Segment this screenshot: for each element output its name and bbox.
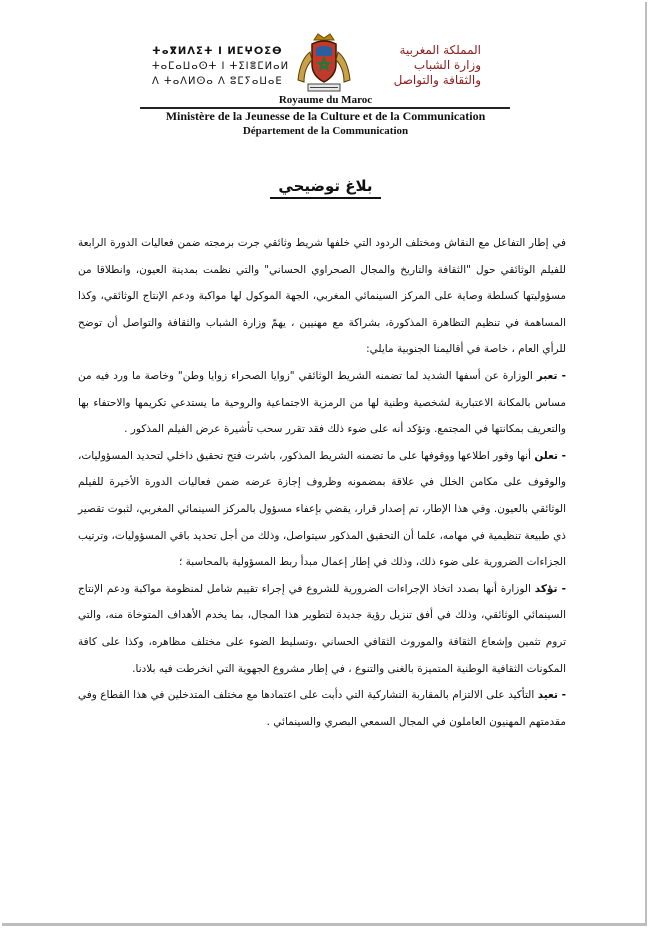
arabic-header-line-1: المملكة المغربية (399, 43, 481, 57)
royaume-label: Royaume du Maroc (278, 94, 373, 106)
arabic-header-line-2: وزارة الشباب (413, 58, 481, 72)
item-paragraph-1 (78, 363, 566, 443)
letterhead (0, 0, 651, 140)
royal-coat-of-arms-icon (292, 30, 356, 94)
ministry-name: Ministère de la Jeunesse de la Culture et de la Communication (165, 109, 486, 123)
item-lead-3: - تؤكد (534, 582, 566, 595)
document-title (0, 177, 651, 195)
item-text-4: التأكيد على الالتزام بالمقاربة التشاركية التي دأبت على اعتمادها مع مختلف المتدخلين في هذا القطاع وفي مقدمتهم المهنيون العاملون في المجال السمعي البصري والسينمائي . (78, 689, 566, 728)
tifinagh-line-1: ⵜⴰⴳⵍⴷⵉⵜ ⵏ ⵍⵎⵖⵔⵉⴱ (152, 46, 283, 57)
tifinagh-line-2: ⵜⴰⵎⴰⵡⴰⵙⵜ ⵏ ⵜⵉⵏⴻⵎⵍⴰⵍ (152, 61, 290, 72)
item-text-1: الوزارة عن أسفها الشديد لما تضمنه الشريط الوثائقي "زوايا الصحراء زوايا وطن" وخاصة ما ورد فيه من مساس بالمكانة الاعتبارية لشخصية وطنية لها من الرمزية الاجتماعية والروحية ما يستدعي تكريمها والاحتفاء بها والتعريف بمكانتها في المجتمع. وتؤكد أنه على ضوء ذلك فقد تقرر سحب تأشيرة عرض الفيلم المذكور . (78, 369, 566, 436)
item-lead-4: - تعيد (537, 689, 567, 702)
arabic-header-line-3: والثقافة والتواصل (393, 73, 481, 87)
item-text-2: أنها وفور اطلاعها ووقوفها على ما تضمنه الشريط المذكور، باشرت فتح تحقيق داخلي لتحديد المسؤوليات، والوقوف على مكامن الخلل في علاقة بمضمونه وظروف إجازة عرضه ضمن فعاليات الدورة الأخيرة للفيلم الوثائقي بالعيون. وفي هذا الإطار، تم إصدار قرار، يقضي بإعفاء مسؤول بالمركز السينمائي المغربي، لثبوت تقصير ذي طبيعة تنظيمية في مهامه، علما أن التحقيق المذكور سيتواصل، وذلك من أجل تحديد باقي المسؤوليات، وترتيب الجزاءات الضرورية على ضوء ذلك، وذلك في إطار إعمال مبدأ ربط المسؤولية بالمحاسبة ؛ (78, 449, 566, 569)
item-lead-1: - تعبر (536, 369, 566, 382)
item-paragraph-4 (78, 682, 566, 735)
document-title-text: بلاغ توضيحي (270, 177, 380, 199)
document-body (78, 230, 566, 735)
department-name: Département de la Communication (242, 125, 409, 137)
intro-paragraph: في إطار التفاعل مع النقاش ومختلف الردود التي خلفها شريط وثائقي جرت برمجته ضمن فعاليات الدورة الرابعة للفيلم الوثائقي حول "الثقافة والتاريخ والمجال الصحراوي الحساني" والتي نظمت بمدينة العيون، وانطلاقا من مسؤوليتها كسلطة وصاية على المركز السينمائي المغربي، الجهة الموكول لها مواكبة ودعم الإنتاج الوثائقي، وكذا المساهمة في تنظيم التظاهرة المذكورة، بشراكة مع مهنيين ، يهمّ وزارة الشباب والثقافة والتواصل أن توضح للرأي العام ، خاصة في أقاليمنا الجنوبية مايلي: (78, 237, 566, 356)
item-paragraph-2 (78, 443, 566, 576)
item-lead-2: - تعلن (534, 449, 566, 462)
item-text-3: الوزارة أنها بصدد اتخاذ الإجراءات الضرورية للشروع في إجراء تقييم شامل لمنظومة مواكبة ودعم الإنتاج السينمائي الوثائقي، وذلك في أفق تنزيل رؤية جديدة لتطوير هذا المجال، بما يخدم الأهداف المتوخاة منه، والتي تروم تثمين وإشعاع الثقافة والموروث الثقافي الحساني ،وتسليط الضوء على مختلف مظاهره، وكذا على كافة المكونات الثقافية الوطنية المتميزة بالغنى والتنوع ، في إطار مشروع الجهوية التي انخرطت فيه بلادنا. (78, 582, 566, 675)
tifinagh-line-3: ⴷ ⵜⴰⴷⵍⵙⴰ ⴷ ⵓⵎⵢⴰⵡⴰⴹ (152, 76, 283, 87)
item-paragraph-3 (78, 576, 566, 682)
